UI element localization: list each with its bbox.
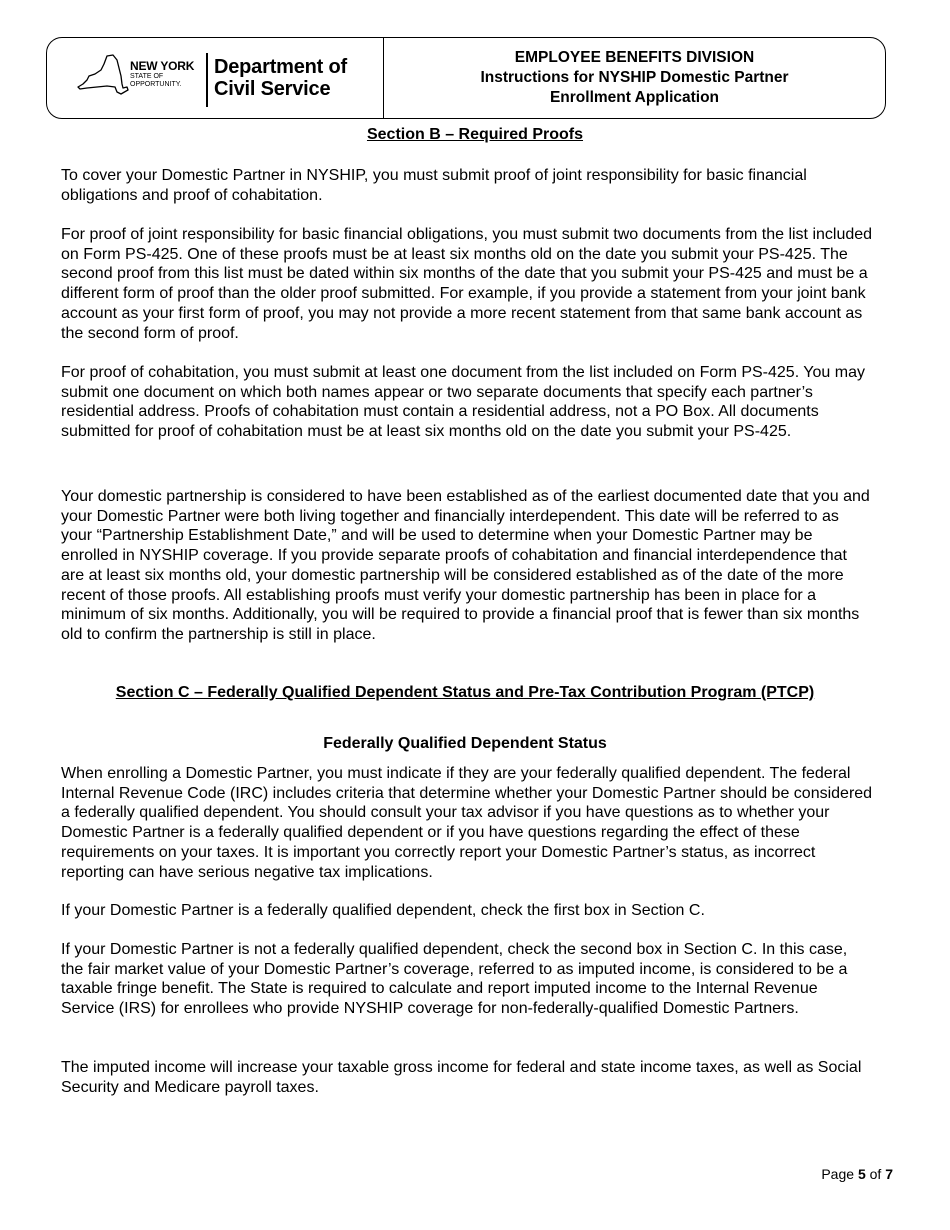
- dept-line1: Department of: [214, 56, 347, 78]
- section-c-paragraph: If your Domestic Partner is not a federally qualified dependent, check the second box in Section C. In this case, the fair market value of your Domestic Partner’s coverage, referred to as imputed income, is considered to be a taxable fringe benefit. The State is required to calculate and report imputed income to the Internal Revenue Service (IRS) for enrollees who provide NYSHIP coverage for non-federally-qualified Domestic Partners.: [61, 941, 848, 1018]
- section-c-title: Section C – Federally Qualified Dependent Status and Pre-Tax Contribution Program (PTCP): [115, 684, 815, 701]
- section-c-subtitle: Federally Qualified Dependent Status: [323, 735, 607, 752]
- logo-divider: [206, 53, 208, 107]
- section-c-paragraph: The imputed income will increase your taxable gross income for federal and state income taxes, as well as Social Security and Medicare payroll taxes.: [61, 1059, 862, 1096]
- division-title: EMPLOYEE BENEFITS DIVISION: [514, 49, 755, 66]
- page-total: 7: [885, 1166, 893, 1182]
- ny-logo-line1: NEW YORK: [130, 59, 195, 73]
- new-york-state-map-icon: [77, 54, 129, 100]
- section-c-paragraph: If your Domestic Partner is a federally qualified dependent, check the first box in Section C.: [61, 902, 705, 919]
- document-title-line2: Instructions for NYSHIP Domestic Partner: [480, 69, 789, 86]
- department-name: [214, 56, 347, 100]
- page-current: 5: [857, 1166, 866, 1182]
- agency-logo: [47, 38, 384, 118]
- dept-line2: Civil Service: [214, 78, 331, 100]
- section-b-paragraph: For proof of joint responsibility for basic financial obligations, you must submit two documents from the list included on Form PS-425. One of these proofs must be at least six months old on the date you submit your PS-425. The second proof from this list must be dated within six months of the date that you submit your PS-425 and must be a different form of proof than the older proof submitted. For example, if you provide a statement from your joint bank account as your first form of proof, you may not provide a more recent statement from that same bank account as the second form of proof.: [61, 226, 873, 342]
- section-b-title: Section B – Required Proofs: [366, 126, 584, 143]
- ny-logo-line2: STATE OF: [130, 73, 164, 80]
- page-number: [821, 1166, 893, 1182]
- page-of: of: [869, 1166, 882, 1182]
- section-b-paragraph: Your domestic partnership is considered to have been established as of the earliest documented date that you and your Domestic Partner were both living together and financially interdependent. This date will be referred to as your “Partnership Establishment Date,” and will be used to determine when your Domestic Partner may be enrolled in NYSHIP coverage. If you provide separate proofs of cohabitation and financial interdependence that are at least six months old, your domestic partnership will be considered established as of the date of the more recent of those proofs. All establishing proofs must verify your domestic partnership has been in place for a minimum of six months. Additionally, you will be required to provide a financial proof that is fewer than six months old to confirm the partnership is still in place.: [61, 488, 870, 643]
- document-title-line3: Enrollment Application: [549, 89, 720, 106]
- document-title-block: [384, 38, 885, 118]
- section-b-paragraph: For proof of cohabitation, you must submit at least one document from the list included on Form PS-425. You may submit one document on which both names appear or two separate documents that specify each partner’s residential address. Proofs of cohabitation must contain a residential address, not a PO Box. All documents submitted for proof of cohabitation must be at least six months old on the date you submit your PS-425.: [61, 364, 865, 441]
- section-b-paragraph: To cover your Domestic Partner in NYSHIP, you must submit proof of joint responsibility for basic financial obligations and proof of cohabitation.: [61, 167, 807, 204]
- section-c-paragraph: When enrolling a Domestic Partner, you must indicate if they are your federally qualified dependent. The federal Internal Revenue Code (IRC) includes criteria that determine whether your Domestic Partner should be considered a federally qualified dependent. You should consult your tax advisor if you have questions as to whether your Domestic Partner is a federally qualified dependent or if you have questions regarding the effect of these requirements on your taxes. It is important you correctly report your Domestic Partner’s status, as incorrect reporting can have serious negative tax implications.: [61, 765, 873, 881]
- ny-wordmark: [130, 60, 194, 88]
- document-header: [46, 37, 886, 119]
- page-label: Page: [821, 1166, 855, 1182]
- ny-logo-line3: OPPORTUNITY.: [130, 81, 182, 88]
